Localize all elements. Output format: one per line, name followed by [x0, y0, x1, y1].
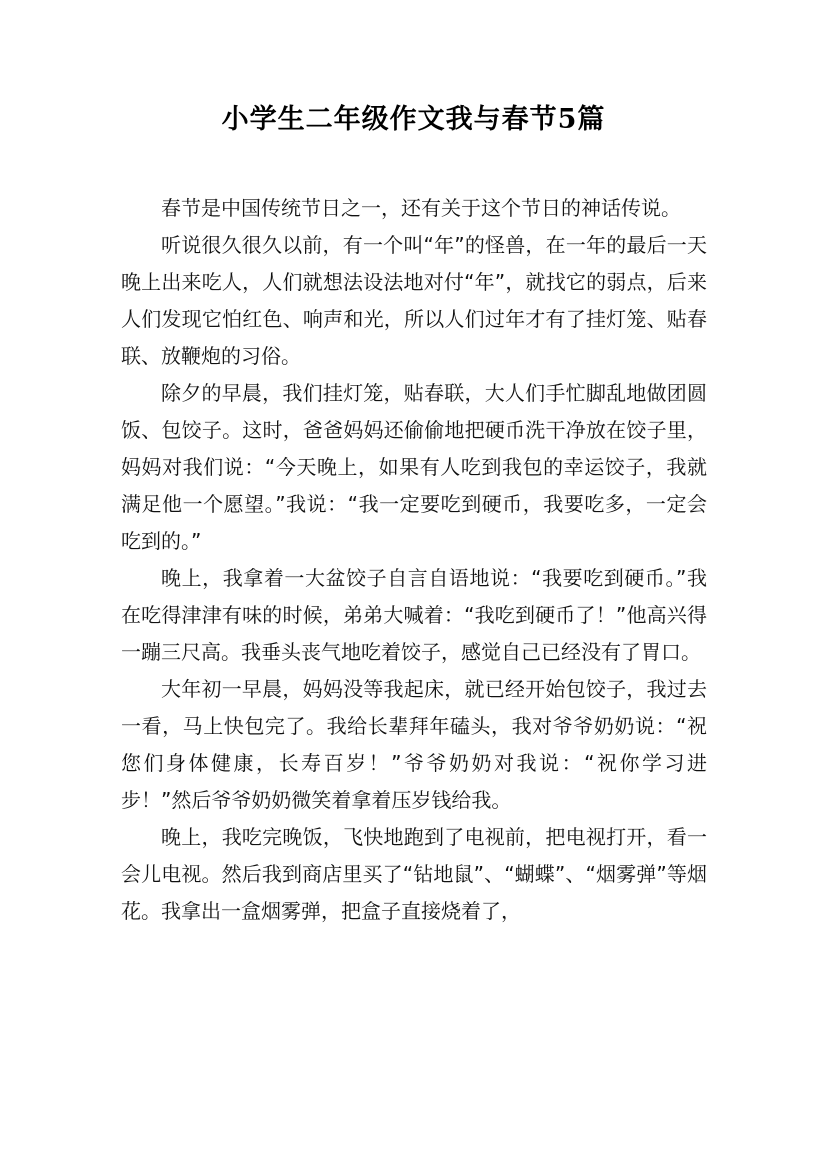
document-title: 小学生二年级作文我与春节5篇	[221, 104, 606, 135]
paragraph: 晚上，我拿着一大盆饺子自言自语地说：“我要吃到硬币。”我在吃得津津有味的时候，弟弟大喊着：“我吃到硬币了！”他高兴得一蹦三尺高。我垂头丧气地吃着饺子，感觉自己已经没有了胃口。	[121, 566, 707, 664]
paragraph: 春节是中国传统节日之一，还有关于这个节日的神话传说。	[161, 196, 681, 220]
paragraph: 大年初一早晨，妈妈没等我起床，就已经开始包饺子，我过去一看，马上快包完了。我给长辈拜年磕头，我对爷爷奶奶说：“祝您们身体健康，长寿百岁！”爷爷奶奶对我说：“祝你学习进步！”然后爷爷奶奶微笑着拿着压岁钱给我。	[121, 677, 707, 812]
paragraph: 晚上，我吃完晚饭，飞快地跑到了电视前，把电视打开，看一会儿电视。然后我到商店里买了“钻地鼠”、“蝴蝶”、“烟雾弹”等烟花。我拿出一盒烟雾弹，把盒子直接烧着了，	[121, 825, 707, 923]
paragraph: 除夕的早晨，我们挂灯笼，贴春联，大人们手忙脚乱地做团圆饭、包饺子。这时，爸爸妈妈还偷偷地把硬币洗干净放在饺子里，妈妈对我们说：“今天晚上，如果有人吃到我包的幸运饺子，我就满足他一个愿望。”我说：“我一定要吃到硬币，我要吃多，一定会吃到的。”	[121, 381, 707, 553]
paragraph: 听说很久很久以前，有一个叫“年”的怪兽，在一年的最后一天晚上出来吃人，人们就想法设法地对付“年”，就找它的弱点，后来人们发现它怕红色、响声和光，所以人们过年才有了挂灯笼、贴春联、放鞭炮的习俗。	[121, 233, 707, 368]
document-body	[121, 190, 707, 930]
